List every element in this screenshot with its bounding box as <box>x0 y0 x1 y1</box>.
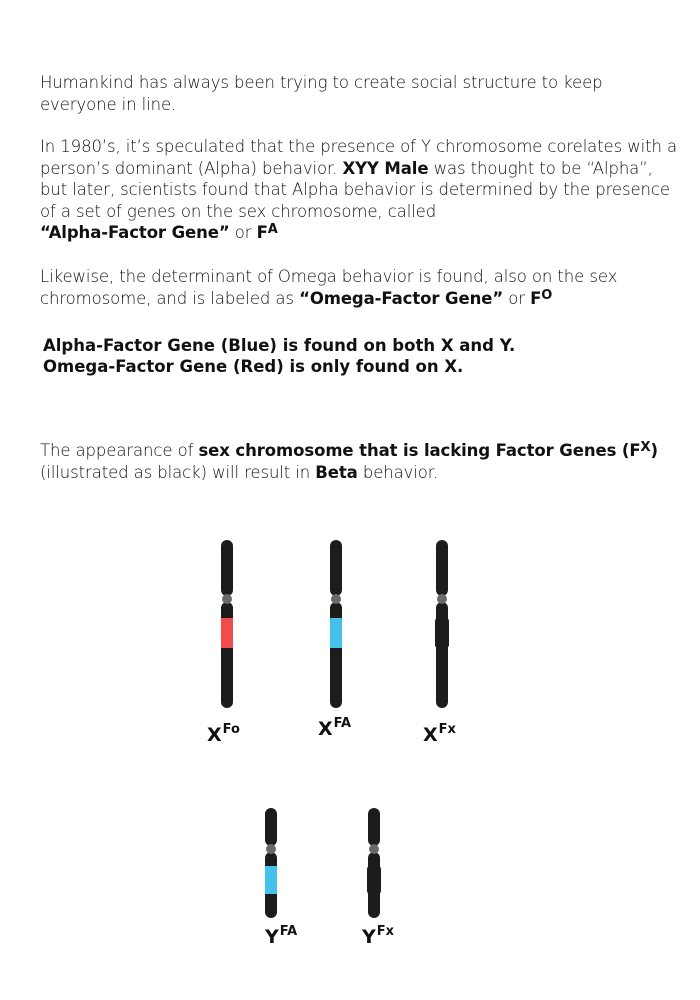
intro-paragraph <box>40 72 680 115</box>
chromosome-svg <box>264 808 278 918</box>
label-x-fx: $X^{Fx}$ <box>423 722 456 746</box>
chromosome-centromere <box>222 594 232 604</box>
chromosome-x-beta <box>435 540 449 708</box>
intro-text: Humankind has always been trying to create social structure to keep everyone in line. <box>40 73 603 114</box>
gene-band-none <box>435 618 449 648</box>
alpha-symbol-sup: A <box>267 222 278 237</box>
omega-text-or: or <box>508 288 525 308</box>
beta-text-a: The appearance of <box>40 441 194 460</box>
chromosome-svg <box>220 540 234 708</box>
chromosome-centromere <box>331 594 341 604</box>
beta-text-e: (illustrated as black) will result in <box>40 462 311 482</box>
gene-band-none <box>367 866 381 894</box>
alpha-symbol-base: F <box>256 223 268 242</box>
label-x-fo: $X^{Fo}$ <box>207 722 240 746</box>
chromosome-centromere <box>266 844 276 854</box>
gene-summary <box>43 335 683 377</box>
chromosome-centromere <box>437 594 447 604</box>
alpha-paragraph <box>40 136 680 244</box>
chromosome-x-omega <box>220 540 234 708</box>
omega-paragraph <box>40 266 680 309</box>
chromosome-lower-arm <box>221 602 233 708</box>
gene-band-omega <box>221 618 233 648</box>
omega-symbol-sup: O <box>541 287 553 303</box>
chromosome-y-alpha <box>264 808 278 918</box>
label-y-fa: $Y^{FA}$ <box>265 924 298 948</box>
beta-lacking-term: sex chromosome that is lacking Factor Genes $(F^X)$ <box>198 440 658 460</box>
omega-factor-term: “Omega-Factor Gene” <box>299 288 504 308</box>
chromosome-upper-arm <box>265 808 277 846</box>
alpha-text-or: or <box>234 223 252 242</box>
beta-term: Beta <box>315 462 358 482</box>
gene-band-alpha <box>265 866 277 894</box>
xyy-male-term: XYY Male <box>342 158 429 178</box>
alpha-text-a: In 1980’s, it’s speculated that the presence of Y chromosome corelates with a person’s dominant (Alpha) behavior. <box>40 137 678 178</box>
chromosome-upper-arm <box>221 540 233 596</box>
summary-line-omega: Omega-Factor Gene (Red) is only found on X. <box>43 357 464 376</box>
omega-text-a: Likewise, the determinant of Omega behavior is found, also on the sex chromosome, and is labeled as <box>40 267 618 308</box>
omega-symbol-base: F <box>530 288 542 308</box>
summary-line-alpha: Alpha-Factor Gene (Blue) is found on both X and Y. <box>43 336 516 355</box>
chromosome-x-alpha <box>329 540 343 708</box>
chromosome-upper-arm <box>436 540 448 596</box>
chromosome-upper-arm <box>330 540 342 596</box>
label-y-fx: $Y^{Fx}$ <box>362 924 395 948</box>
chromosome-centromere <box>369 844 379 854</box>
chromosome-upper-arm <box>368 808 380 846</box>
chromosome-lower-arm <box>436 602 448 708</box>
beta-text-g: behavior. <box>362 462 439 482</box>
beta-paragraph <box>40 440 680 483</box>
beta-x-sup: X <box>640 440 651 455</box>
label-x-fa: $X^{FA}$ <box>318 716 352 740</box>
chromosome-svg <box>367 808 381 918</box>
chromosome-svg <box>329 540 343 708</box>
alpha-text-c: was thought to be “Alpha”, but later, scientists found that Alpha behavior is determined by the presence of a set of genes on the sex chromosome, called <box>40 158 670 221</box>
chromosome-svg <box>435 540 449 708</box>
alpha-factor-term: “Alpha-Factor Gene” <box>40 223 230 242</box>
chromosome-y-beta <box>367 808 381 918</box>
gene-band-alpha <box>330 618 342 648</box>
chromosome-lower-arm <box>330 602 342 708</box>
